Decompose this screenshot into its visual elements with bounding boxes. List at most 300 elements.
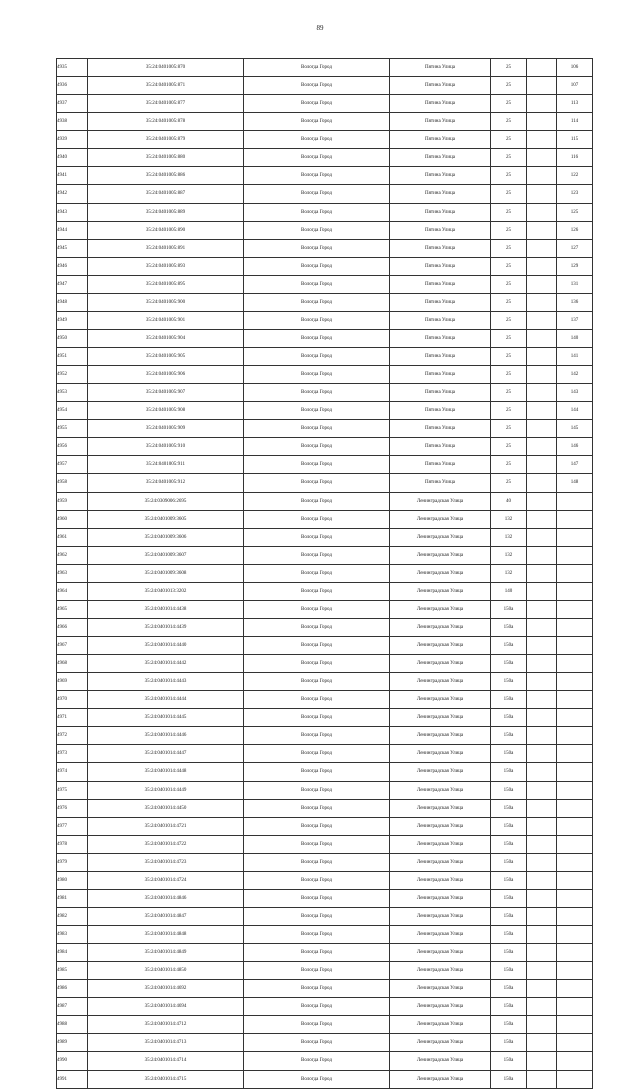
row-number-cell: 4959 [57, 492, 88, 510]
row-number-cell: 4974 [57, 763, 88, 781]
row-number-cell: 4954 [57, 402, 88, 420]
house-number-cell: 150а [491, 600, 527, 618]
apartment-number-cell [557, 564, 593, 582]
table-row [57, 311, 593, 329]
street-cell: Пятина Улица [390, 59, 491, 77]
street-cell: Ленинградская Улица [390, 618, 491, 636]
street-cell: Ленинградская Улица [390, 962, 491, 980]
city-cell: Вологда Город [244, 871, 390, 889]
street-cell: Пятина Улица [390, 131, 491, 149]
street-cell: Пятина Улица [390, 438, 491, 456]
registry-table-body [57, 59, 593, 1089]
street-cell: Пятина Улица [390, 257, 491, 275]
cadastral-number-cell: 35:24:0401013:3202 [88, 582, 244, 600]
house-number-cell: 150а [491, 980, 527, 998]
row-number-cell: 4979 [57, 853, 88, 871]
apartment-number-cell [557, 980, 593, 998]
apartment-number-cell [557, 691, 593, 709]
street-cell: Пятина Улица [390, 329, 491, 347]
row-number-cell: 4945 [57, 239, 88, 257]
cadastral-number-cell: 35:24:0401014:4450 [88, 799, 244, 817]
house-number-cell: 25 [491, 366, 527, 384]
cadastral-number-cell: 35:24:0401014:4694 [88, 998, 244, 1016]
building-cell [527, 474, 557, 492]
apartment-number-cell [557, 835, 593, 853]
cadastral-number-cell: 35:24:0401014:4722 [88, 835, 244, 853]
house-number-cell: 25 [491, 113, 527, 131]
house-number-cell: 25 [491, 149, 527, 167]
apartment-number-cell [557, 1070, 593, 1088]
apartment-number-cell: 148 [557, 474, 593, 492]
apartment-number-cell: 137 [557, 311, 593, 329]
house-number-cell: 25 [491, 329, 527, 347]
street-cell: Ленинградская Улица [390, 673, 491, 691]
street-cell: Ленинградская Улица [390, 835, 491, 853]
city-cell: Вологда Город [244, 998, 390, 1016]
registry-table [56, 58, 593, 1089]
house-number-cell: 25 [491, 167, 527, 185]
table-row [57, 745, 593, 763]
cadastral-number-cell: 35:24:0401014:4692 [88, 980, 244, 998]
building-cell [527, 835, 557, 853]
house-number-cell: 150а [491, 799, 527, 817]
table-row [57, 348, 593, 366]
street-cell: Ленинградская Улица [390, 781, 491, 799]
table-row [57, 185, 593, 203]
row-number-cell: 4953 [57, 384, 88, 402]
cadastral-number-cell: 35:24:0401005:891 [88, 239, 244, 257]
row-number-cell: 4940 [57, 149, 88, 167]
apartment-number-cell: 113 [557, 95, 593, 113]
street-cell: Пятина Улица [390, 275, 491, 293]
cadastral-number-cell: 35:24:0401014:4850 [88, 962, 244, 980]
street-cell: Ленинградская Улица [390, 528, 491, 546]
row-number-cell: 4946 [57, 257, 88, 275]
house-number-cell: 150а [491, 998, 527, 1016]
street-cell: Ленинградская Улица [390, 1052, 491, 1070]
house-number-cell: 25 [491, 420, 527, 438]
apartment-number-cell [557, 871, 593, 889]
table-row [57, 926, 593, 944]
row-number-cell: 4966 [57, 618, 88, 636]
cadastral-number-cell: 35:24:0401014:4721 [88, 817, 244, 835]
row-number-cell: 4961 [57, 528, 88, 546]
cadastral-number-cell: 35:24:0401005:908 [88, 402, 244, 420]
table-row [57, 510, 593, 528]
cadastral-number-cell: 35:24:0401005:880 [88, 149, 244, 167]
row-number-cell: 4976 [57, 799, 88, 817]
row-number-cell: 4985 [57, 962, 88, 980]
house-number-cell: 150а [491, 745, 527, 763]
row-number-cell: 4982 [57, 907, 88, 925]
apartment-number-cell [557, 528, 593, 546]
row-number-cell: 4988 [57, 1016, 88, 1034]
street-cell: Пятина Улица [390, 185, 491, 203]
table-row [57, 293, 593, 311]
cadastral-number-cell: 35:24:0401014:4849 [88, 944, 244, 962]
building-cell [527, 95, 557, 113]
table-row [57, 817, 593, 835]
street-cell: Ленинградская Улица [390, 727, 491, 745]
street-cell: Ленинградская Улица [390, 691, 491, 709]
house-number-cell: 150а [491, 926, 527, 944]
row-number-cell: 4955 [57, 420, 88, 438]
house-number-cell: 150а [491, 763, 527, 781]
cadastral-number-cell: 35:24:0401009:3605 [88, 510, 244, 528]
row-number-cell: 4943 [57, 203, 88, 221]
building-cell [527, 853, 557, 871]
city-cell: Вологда Город [244, 528, 390, 546]
table-row [57, 474, 593, 492]
city-cell: Вологда Город [244, 366, 390, 384]
cadastral-number-cell: 35:24:0401014:4448 [88, 763, 244, 781]
apartment-number-cell [557, 618, 593, 636]
building-cell [527, 871, 557, 889]
row-number-cell: 4983 [57, 926, 88, 944]
cadastral-number-cell: 35:24:0401014:4714 [88, 1052, 244, 1070]
apartment-number-cell [557, 727, 593, 745]
table-row [57, 402, 593, 420]
house-number-cell: 150а [491, 655, 527, 673]
city-cell: Вологда Город [244, 131, 390, 149]
table-row [57, 456, 593, 474]
cadastral-number-cell: 35:24:0401005:889 [88, 203, 244, 221]
apartment-number-cell [557, 582, 593, 600]
cadastral-number-cell: 35:24:0401014:4846 [88, 889, 244, 907]
row-number-cell: 4973 [57, 745, 88, 763]
cadastral-number-cell: 35:24:0401014:4713 [88, 1034, 244, 1052]
city-cell: Вологда Город [244, 781, 390, 799]
cadastral-number-cell: 35:24:0401014:4447 [88, 745, 244, 763]
house-number-cell: 25 [491, 474, 527, 492]
cadastral-number-cell: 35:24:0401014:4442 [88, 655, 244, 673]
street-cell: Пятина Улица [390, 221, 491, 239]
apartment-number-cell [557, 817, 593, 835]
row-number-cell: 4980 [57, 871, 88, 889]
cadastral-number-cell: 35:24:0401014:4848 [88, 926, 244, 944]
cadastral-number-cell: 35:24:0401005:877 [88, 95, 244, 113]
cadastral-number-cell: 35:24:0401009:3606 [88, 528, 244, 546]
cadastral-number-cell: 35:24:0401014:4847 [88, 907, 244, 925]
apartment-number-cell: 147 [557, 456, 593, 474]
building-cell [527, 546, 557, 564]
apartment-number-cell [557, 655, 593, 673]
apartment-number-cell: 142 [557, 366, 593, 384]
city-cell: Вологда Город [244, 311, 390, 329]
table-row [57, 59, 593, 77]
table-row [57, 95, 593, 113]
cadastral-number-cell: 35:24:0401005:907 [88, 384, 244, 402]
building-cell [527, 618, 557, 636]
row-number-cell: 4937 [57, 95, 88, 113]
house-number-cell: 25 [491, 311, 527, 329]
apartment-number-cell [557, 637, 593, 655]
street-cell: Пятина Улица [390, 239, 491, 257]
row-number-cell: 4957 [57, 456, 88, 474]
building-cell [527, 655, 557, 673]
city-cell: Вологда Город [244, 889, 390, 907]
table-row [57, 998, 593, 1016]
city-cell: Вологда Город [244, 618, 390, 636]
table-row [57, 77, 593, 95]
city-cell: Вологда Город [244, 546, 390, 564]
city-cell: Вологда Город [244, 492, 390, 510]
row-number-cell: 4989 [57, 1034, 88, 1052]
cadastral-number-cell: 35:24:0401014:4440 [88, 637, 244, 655]
building-cell [527, 582, 557, 600]
house-number-cell: 150а [491, 907, 527, 925]
row-number-cell: 4971 [57, 709, 88, 727]
table-row [57, 781, 593, 799]
building-cell [527, 799, 557, 817]
apartment-number-cell [557, 853, 593, 871]
cadastral-number-cell: 35:24:0401014:4446 [88, 727, 244, 745]
table-row [57, 149, 593, 167]
apartment-number-cell [557, 673, 593, 691]
building-cell [527, 203, 557, 221]
table-row [57, 546, 593, 564]
row-number-cell: 4963 [57, 564, 88, 582]
table-row [57, 799, 593, 817]
building-cell [527, 1052, 557, 1070]
house-number-cell: 25 [491, 95, 527, 113]
city-cell: Вологда Город [244, 962, 390, 980]
house-number-cell: 150а [491, 781, 527, 799]
table-row [57, 113, 593, 131]
street-cell: Ленинградская Улица [390, 799, 491, 817]
row-number-cell: 4977 [57, 817, 88, 835]
city-cell: Вологда Город [244, 95, 390, 113]
apartment-number-cell [557, 745, 593, 763]
cadastral-number-cell: 35:24:0401005:878 [88, 113, 244, 131]
apartment-number-cell: 129 [557, 257, 593, 275]
row-number-cell: 4942 [57, 185, 88, 203]
street-cell: Ленинградская Улица [390, 907, 491, 925]
city-cell: Вологда Город [244, 257, 390, 275]
building-cell [527, 149, 557, 167]
table-row [57, 564, 593, 582]
city-cell: Вологда Город [244, 727, 390, 745]
house-number-cell: 150а [491, 817, 527, 835]
cadastral-number-cell: 35:24:0401014:4715 [88, 1070, 244, 1088]
table-row [57, 1070, 593, 1088]
apartment-number-cell [557, 763, 593, 781]
row-number-cell: 4960 [57, 510, 88, 528]
building-cell [527, 456, 557, 474]
apartment-number-cell: 145 [557, 420, 593, 438]
city-cell: Вологда Город [244, 348, 390, 366]
house-number-cell: 25 [491, 257, 527, 275]
building-cell [527, 185, 557, 203]
building-cell [527, 763, 557, 781]
table-row [57, 673, 593, 691]
table-row [57, 1052, 593, 1070]
city-cell: Вологда Город [244, 944, 390, 962]
street-cell: Пятина Улица [390, 311, 491, 329]
building-cell [527, 113, 557, 131]
building-cell [527, 311, 557, 329]
city-cell: Вологда Город [244, 926, 390, 944]
house-number-cell: 25 [491, 275, 527, 293]
city-cell: Вологда Город [244, 763, 390, 781]
row-number-cell: 4964 [57, 582, 88, 600]
street-cell: Пятина Улица [390, 77, 491, 95]
street-cell: Пятина Улица [390, 474, 491, 492]
apartment-number-cell [557, 944, 593, 962]
city-cell: Вологда Город [244, 637, 390, 655]
city-cell: Вологда Город [244, 239, 390, 257]
page-number: 89 [316, 24, 324, 32]
row-number-cell: 4967 [57, 637, 88, 655]
city-cell: Вологда Город [244, 835, 390, 853]
street-cell: Пятина Улица [390, 113, 491, 131]
street-cell: Пятина Улица [390, 149, 491, 167]
table-row [57, 871, 593, 889]
house-number-cell: 150а [491, 1034, 527, 1052]
apartment-number-cell: 143 [557, 384, 593, 402]
building-cell [527, 528, 557, 546]
building-cell [527, 1016, 557, 1034]
house-number-cell: 25 [491, 77, 527, 95]
street-cell: Пятина Улица [390, 456, 491, 474]
table-row [57, 600, 593, 618]
building-cell [527, 275, 557, 293]
building-cell [527, 709, 557, 727]
house-number-cell: 132 [491, 528, 527, 546]
street-cell: Ленинградская Улица [390, 492, 491, 510]
street-cell: Ленинградская Улица [390, 637, 491, 655]
apartment-number-cell [557, 709, 593, 727]
cadastral-number-cell: 35:24:0401009:3607 [88, 546, 244, 564]
apartment-number-cell: 126 [557, 221, 593, 239]
street-cell: Пятина Улица [390, 167, 491, 185]
house-number-cell: 150а [491, 889, 527, 907]
cadastral-number-cell: 35:24:0401009:3608 [88, 564, 244, 582]
apartment-number-cell: 116 [557, 149, 593, 167]
city-cell: Вологда Город [244, 907, 390, 925]
row-number-cell: 4970 [57, 691, 88, 709]
apartment-number-cell [557, 799, 593, 817]
city-cell: Вологда Город [244, 456, 390, 474]
cadastral-number-cell: 35:24:0401014:4443 [88, 673, 244, 691]
cadastral-number-cell: 35:24:0401014:4438 [88, 600, 244, 618]
apartment-number-cell: 131 [557, 275, 593, 293]
apartment-number-cell [557, 492, 593, 510]
table-row [57, 384, 593, 402]
apartment-number-cell [557, 546, 593, 564]
street-cell: Ленинградская Улица [390, 1070, 491, 1088]
cadastral-number-cell: 35:24:0401014:4723 [88, 853, 244, 871]
apartment-number-cell: 141 [557, 348, 593, 366]
cadastral-number-cell: 35:24:0401005:887 [88, 185, 244, 203]
building-cell [527, 510, 557, 528]
street-cell: Ленинградская Улица [390, 998, 491, 1016]
house-number-cell: 132 [491, 546, 527, 564]
table-row [57, 492, 593, 510]
cadastral-number-cell: 35:24:0401005:910 [88, 438, 244, 456]
city-cell: Вологда Город [244, 1016, 390, 1034]
cadastral-number-cell: 35:24:0401005:900 [88, 293, 244, 311]
apartment-number-cell: 125 [557, 203, 593, 221]
street-cell: Ленинградская Улица [390, 763, 491, 781]
row-number-cell: 4965 [57, 600, 88, 618]
apartment-number-cell [557, 1052, 593, 1070]
house-number-cell: 150а [491, 835, 527, 853]
apartment-number-cell [557, 781, 593, 799]
table-row [57, 655, 593, 673]
building-cell [527, 366, 557, 384]
apartment-number-cell [557, 1016, 593, 1034]
building-cell [527, 293, 557, 311]
cadastral-number-cell: 35:24:0401005:886 [88, 167, 244, 185]
building-cell [527, 402, 557, 420]
city-cell: Вологда Город [244, 329, 390, 347]
street-cell: Ленинградская Улица [390, 546, 491, 564]
cadastral-number-cell: 35:24:0401005:895 [88, 275, 244, 293]
building-cell [527, 745, 557, 763]
house-number-cell: 150а [491, 691, 527, 709]
building-cell [527, 1034, 557, 1052]
building-cell [527, 59, 557, 77]
table-row [57, 239, 593, 257]
table-row [57, 366, 593, 384]
building-cell [527, 673, 557, 691]
cadastral-number-cell: 35:24:0401005:893 [88, 257, 244, 275]
apartment-number-cell [557, 600, 593, 618]
row-number-cell: 4975 [57, 781, 88, 799]
city-cell: Вологда Город [244, 149, 390, 167]
house-number-cell: 150а [491, 944, 527, 962]
city-cell: Вологда Город [244, 673, 390, 691]
row-number-cell: 4984 [57, 944, 88, 962]
building-cell [527, 998, 557, 1016]
row-number-cell: 4972 [57, 727, 88, 745]
building-cell [527, 384, 557, 402]
city-cell: Вологда Город [244, 420, 390, 438]
building-cell [527, 944, 557, 962]
street-cell: Ленинградская Улица [390, 853, 491, 871]
table-row [57, 907, 593, 925]
building-cell [527, 420, 557, 438]
row-number-cell: 4941 [57, 167, 88, 185]
street-cell: Пятина Улица [390, 203, 491, 221]
street-cell: Пятина Улица [390, 420, 491, 438]
house-number-cell: 132 [491, 510, 527, 528]
street-cell: Ленинградская Улица [390, 709, 491, 727]
table-row [57, 528, 593, 546]
city-cell: Вологда Город [244, 655, 390, 673]
apartment-number-cell: 127 [557, 239, 593, 257]
street-cell: Ленинградская Улица [390, 600, 491, 618]
street-cell: Пятина Улица [390, 293, 491, 311]
row-number-cell: 4987 [57, 998, 88, 1016]
cadastral-number-cell: 35:24:0401005:909 [88, 420, 244, 438]
building-cell [527, 637, 557, 655]
row-number-cell: 4951 [57, 348, 88, 366]
street-cell: Пятина Улица [390, 402, 491, 420]
apartment-number-cell: 123 [557, 185, 593, 203]
building-cell [527, 257, 557, 275]
city-cell: Вологда Город [244, 1052, 390, 1070]
apartment-number-cell: 146 [557, 438, 593, 456]
house-number-cell: 150а [491, 1052, 527, 1070]
table-row [57, 221, 593, 239]
cadastral-number-cell: 35:24:0309006:2695 [88, 492, 244, 510]
city-cell: Вологда Город [244, 113, 390, 131]
table-row [57, 637, 593, 655]
street-cell: Пятина Улица [390, 95, 491, 113]
table-row [57, 835, 593, 853]
